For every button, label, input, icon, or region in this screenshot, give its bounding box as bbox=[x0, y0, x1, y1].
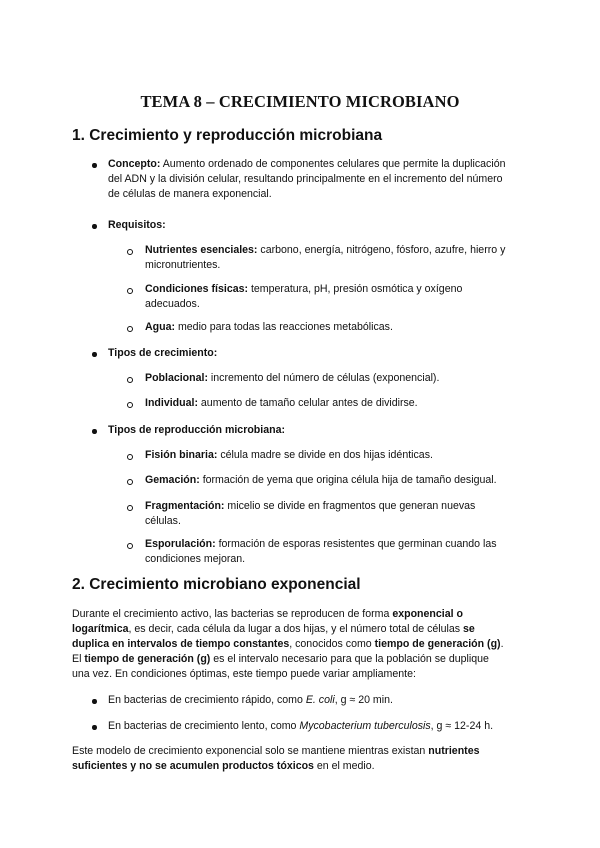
tipos-crecimiento-heading: Tipos de crecimiento: bbox=[108, 347, 218, 359]
reproduccion-item: Fragmentación: micelio se divide en fragmentos que generan nuevas células. bbox=[145, 500, 476, 527]
bullet-circle bbox=[127, 326, 133, 332]
section-2-heading: 2. Crecimiento microbiano exponencial bbox=[72, 576, 361, 593]
paragraph-exponencial: Durante el crecimiento activo, las bacterias se reproducen de forma exponencial o logarítmica, es decir, cada célula da lugar a dos hijas, y el número total de células se duplica en intervalos de tiempo constantes, conocidos como tiempo de generación (g). El tiempo de generación (g) es el intervalo necesario para que la población se duplique una vez. En condiciones óptimas, este tiempo puede variar ampliamente: bbox=[72, 608, 504, 680]
concepto-text: Aumento ordenado de componentes celulares que permite la duplicación bbox=[160, 158, 506, 170]
bullet-dot bbox=[92, 224, 97, 229]
requisito-item: Condiciones físicas: temperatura, pH, presión osmótica y oxígeno adecuados. bbox=[145, 283, 463, 310]
bullet-circle bbox=[127, 479, 133, 485]
bullet-circle bbox=[127, 249, 133, 255]
reproduccion-item: Esporulación: formación de esporas resistentes que germinan cuando las condiciones mejoran. bbox=[145, 538, 497, 565]
concepto-item bbox=[108, 157, 548, 202]
requisito-item: Nutrientes esenciales: carbono, energía, nitrógeno, fósforo, azufre, hierro y micronutrientes. bbox=[145, 244, 506, 271]
bullet-circle bbox=[127, 377, 133, 383]
bullet-circle bbox=[127, 402, 133, 408]
bullet-dot bbox=[92, 352, 97, 357]
bullet-dot bbox=[92, 699, 97, 704]
bullet-circle bbox=[127, 454, 133, 460]
concepto-text-line3: de células de manera exponencial. bbox=[108, 188, 272, 200]
paragraph-conclusion: Este modelo de crecimiento exponencial solo se mantiene mientras existan nutrientes suficientes y no se acumulen productos tóxicos en el medio. bbox=[72, 745, 480, 772]
generation-time-example: En bacterias de crecimiento rápido, como E. coli, g ≈ 20 min. bbox=[108, 694, 393, 706]
generation-time-example: En bacterias de crecimiento lento, como Mycobacterium tuberculosis, g ≈ 12-24 h. bbox=[108, 720, 494, 732]
crecimiento-item: Individual: aumento de tamaño celular antes de dividirse. bbox=[145, 397, 418, 409]
requisitos-heading: Requisitos: bbox=[108, 219, 166, 231]
concepto-label: Concepto: bbox=[108, 158, 161, 170]
concepto-text-line2: del ADN y la división celular, resultando principalmente en el incremento del número bbox=[108, 173, 503, 185]
reproduccion-item: Gemación: formación de yema que origina célula hija de tamaño desigual. bbox=[145, 474, 497, 486]
bullet-circle bbox=[127, 543, 133, 549]
crecimiento-item: Poblacional: incremento del número de células (exponencial). bbox=[145, 372, 440, 384]
bullet-dot bbox=[92, 163, 97, 168]
section-1-heading: 1. Crecimiento y reproducción microbiana bbox=[72, 127, 383, 144]
bullet-circle bbox=[127, 288, 133, 294]
bullet-dot bbox=[92, 725, 97, 730]
bullet-dot bbox=[92, 429, 97, 434]
tipos-reproduccion-heading: Tipos de reproducción microbiana: bbox=[108, 424, 285, 436]
bullet-circle bbox=[127, 505, 133, 511]
reproduccion-item: Fisión binaria: célula madre se divide en dos hijas idénticas. bbox=[145, 449, 433, 461]
requisito-item: Agua: medio para todas las reacciones metabólicas. bbox=[145, 321, 393, 333]
page-title: TEMA 8 – CRECIMIENTO MICROBIANO bbox=[140, 92, 460, 111]
